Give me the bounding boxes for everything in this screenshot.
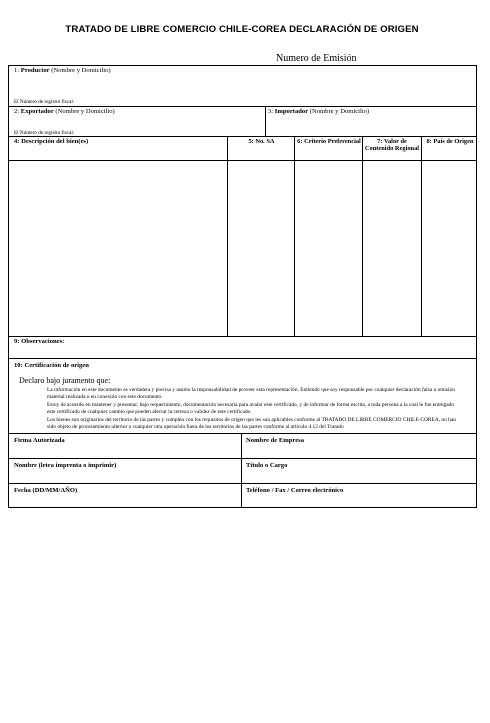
goods-table-body[interactable] [9, 161, 476, 335]
cert-paragraph-1: La información en este documento es verdadera y precisa y asumo la responsabilidad de proveer esta representación. Entiendo que soy responsable por cualquier declaración falsa u omisión material realizada o en conexión con este documento. [47, 387, 455, 400]
exportador-sub: (Nombre y Domicilio) [55, 108, 115, 115]
titulo-field[interactable]: Título o Cargo [246, 462, 288, 469]
divider-5 [8, 433, 477, 434]
divider-exp-imp [265, 106, 266, 136]
col-descripcion-label: 4: Descripción del bien(es) [14, 138, 89, 145]
firma-field[interactable]: Firma Autorizada [14, 437, 65, 444]
divider-6 [8, 458, 477, 459]
exportador-num: 2: [14, 108, 20, 115]
emission-number-label: Numero de Emisión [276, 53, 357, 64]
divider-4 [8, 358, 477, 359]
divider-2 [8, 136, 477, 137]
certification-label: 10: Certificación de origen [14, 362, 89, 369]
col-valor: 7: Valor de Contenido Regional [364, 138, 420, 153]
importador-num: 3: [268, 108, 274, 115]
cert-paragraph-2: Estoy de acuerdo en mantener y presentar, bajo requerimiento, documentación necesaria para avalar este certificado, y de informar de forma escrita, a toda persona a la cual le fue entregado este certificado de cualquier cambio que pueden afectar la certeza o validez de este certificado. [47, 402, 455, 415]
nombre-field[interactable]: Nombre (letra imprenta o imprimir) [14, 462, 117, 469]
fecha-field[interactable]: Fecha (DD/MM/AÑO) [14, 487, 78, 494]
empresa-field[interactable]: Nombre de Empresa [246, 437, 304, 444]
exportador-field[interactable] [14, 108, 264, 116]
exportador-tax-label: El Número de registro fiscal: [14, 130, 75, 136]
telefono-field[interactable]: Teléfono / Fax / Correo electrónico [246, 487, 344, 494]
col-criterio: 6: Criterio Preferencial [297, 138, 361, 145]
divider-3 [8, 336, 477, 337]
productor-label: Productor [20, 67, 50, 74]
divider-7 [8, 483, 477, 484]
observaciones-field[interactable] [14, 338, 64, 346]
observaciones-label: 9: Observaciones: [14, 338, 65, 345]
divider-1 [8, 106, 477, 107]
signature-divider [241, 433, 242, 508]
declaro-label: Declaro bajo juramento que: [19, 376, 111, 385]
col-no-sa: 5: No. SA [248, 138, 275, 145]
col-pais: 8: País de Origen [426, 138, 474, 145]
productor-tax-label: El Número de registro fiscal: [14, 99, 75, 105]
importador-label: Importador [274, 108, 309, 115]
importador-sub: (Nombre y Domicilio) [309, 108, 370, 115]
cert-paragraph-3: Los bienes son originarios del territorio de las partes y cumplen con los requisitos de origen que les son aplicables conforme al TRATADO DE LIBRE COMERCIO CHILE-COREA, no han sido objeto de procesamiento ulterior o cualquier otra operación fuera de los territorios de las partes conforme al artículo 4.12 del Tratado [47, 417, 456, 430]
productor-sub: (Nombre y Domicilio) [51, 67, 111, 74]
productor-num: 1: [14, 67, 20, 74]
productor-field[interactable] [14, 67, 474, 75]
col-descripcion [14, 138, 88, 146]
form-title: TRATADO DE LIBRE COMERCIO CHILE-COREA DECLARACIÓN DE ORIGEN [65, 24, 419, 35]
exportador-label: Exportador [20, 108, 54, 115]
importador-field[interactable] [268, 108, 473, 116]
